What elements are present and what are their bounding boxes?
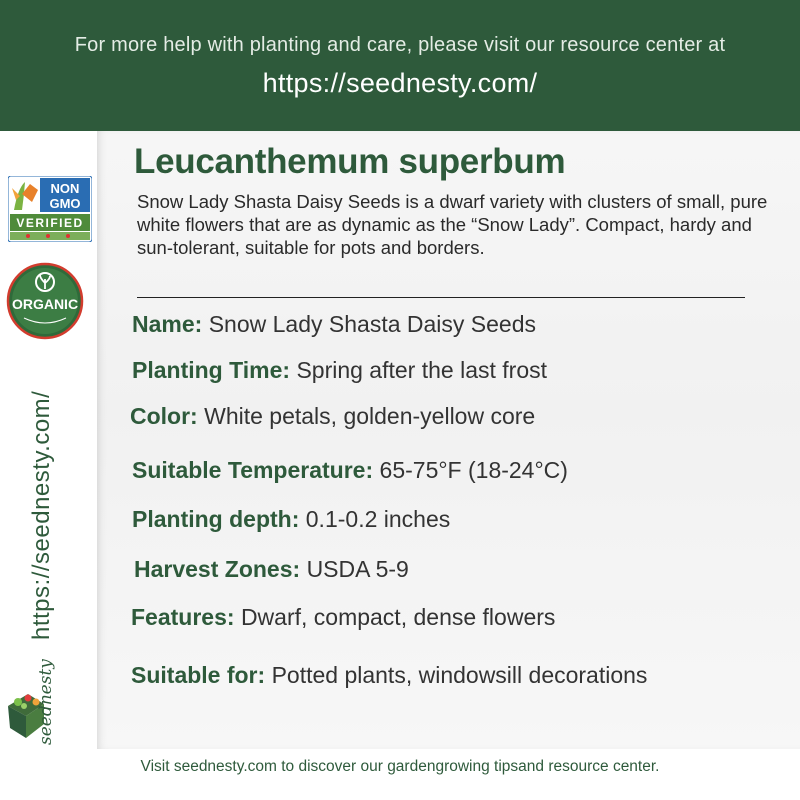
banner-help-text: For more help with planting and care, please visit our resource center at	[74, 34, 726, 56]
banner-url-link[interactable]: https://seednesty.com/	[262, 68, 538, 98]
spec-planting-depth	[132, 506, 450, 533]
product-description: Snow Lady Shasta Daisy Seeds is a dwarf variety with clusters of small, pure white flowers that are as dynamic as the “Snow Lady”. Compact, hardy and sun-tolerant, suitable for pots and borders.	[137, 191, 768, 258]
spec-suitable-temperature	[132, 457, 568, 484]
plant-icon	[14, 698, 22, 706]
spec-value: 65-75°F (18-24°C)	[379, 457, 568, 483]
spec-value: Potted plants, windowsill decorations	[271, 662, 648, 688]
spec-value: USDA 5-9	[306, 556, 409, 582]
spec-label: Name:	[132, 311, 203, 337]
footer-note: Visit seednesty.com to discover our gardengrowing tipsand resource center.	[140, 758, 660, 775]
spec-label: Features:	[131, 604, 235, 630]
spec-color	[130, 403, 535, 430]
spec-label: Color:	[130, 403, 198, 429]
spec-label: Suitable Temperature:	[132, 457, 374, 483]
badge-verified-text: VERIFIED	[16, 216, 84, 230]
spec-value: Spring after the last frost	[296, 357, 548, 383]
spec-name	[132, 311, 536, 338]
top-banner	[0, 0, 800, 131]
spec-label: Harvest Zones:	[134, 556, 301, 582]
non-gmo-verified-badge	[8, 176, 92, 242]
organic-label: ORGANIC	[11, 296, 79, 312]
spec-value: White petals, golden-yellow core	[204, 403, 536, 429]
seednesty-logo-word: seednesty	[36, 659, 56, 745]
spec-suitable-for	[131, 662, 647, 689]
spec-value: 0.1-0.2 inches	[305, 506, 451, 532]
spec-label: Planting depth:	[132, 506, 300, 532]
spec-planting-time	[132, 357, 547, 384]
badge-gmo-text: GMO	[49, 196, 81, 211]
spec-value: Dwarf, compact, dense flowers	[240, 604, 556, 630]
spec-harvest-zones	[134, 556, 409, 583]
spec-features	[131, 604, 555, 631]
organic-badge	[6, 262, 84, 340]
product-title: Leucanthemum superbum	[134, 142, 566, 181]
spec-value: Snow Lady Shasta Daisy Seeds	[208, 311, 537, 337]
divider	[137, 297, 745, 298]
spec-label: Planting Time:	[132, 357, 291, 383]
badge-non-text: NON	[50, 181, 80, 196]
vertical-website-url[interactable]: https://seednesty.com/	[28, 390, 55, 640]
spec-label: Suitable for:	[131, 662, 266, 688]
